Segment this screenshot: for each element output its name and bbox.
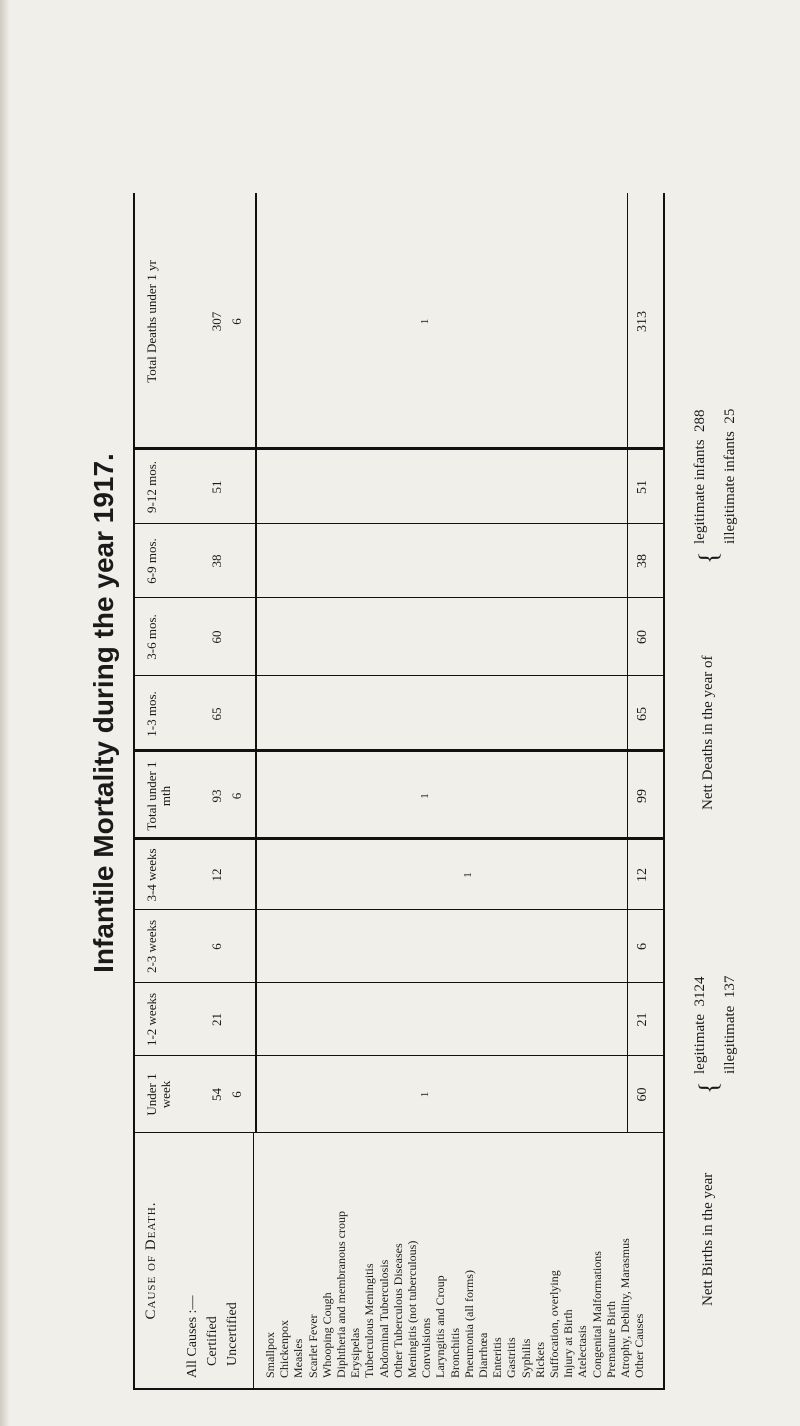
column-divider <box>135 749 663 752</box>
column-divider <box>135 1055 663 1056</box>
certified-value: 60 <box>209 630 224 644</box>
column-header-m36: 3-6 mos. <box>144 614 159 660</box>
cause-label: Diphtheria and membranous croup <box>334 1211 348 1378</box>
column-header-m13: 1-3 mos. <box>144 691 159 737</box>
cell-value: 1 <box>419 793 432 799</box>
births-illegitimate: illegitimate 137 <box>722 975 738 1074</box>
cause-label: Convulsions <box>419 1317 434 1378</box>
certified-label: Certified <box>205 1316 220 1366</box>
uncertified-value: 6 <box>229 1091 244 1098</box>
cause-of-death-header: Cause of Death. <box>143 1201 159 1320</box>
cause-label: Smallpox <box>263 1331 277 1378</box>
column-divider <box>135 523 663 524</box>
all-causes-label: All Causes :— <box>185 1295 200 1378</box>
births-label: Nett Births in the year <box>700 1172 716 1306</box>
deaths-legitimate: legitimate infants 288 <box>692 409 708 544</box>
cause-label: Scarlet Fever <box>305 1314 320 1378</box>
all-causes-divider <box>253 1133 254 1388</box>
births-footer <box>700 1173 717 1306</box>
cause-label: Atrophy, Debility, Marasmus <box>618 1238 632 1378</box>
uncertified-value: 6 <box>229 318 244 325</box>
column-header-u1m: Total under 1 mth <box>144 761 173 831</box>
column-divider <box>135 597 663 598</box>
uncertified-label: Uncertified <box>225 1302 240 1366</box>
cause-label: Tuberculous Meningitis <box>362 1263 377 1378</box>
cause-label: Suffocation, overlying <box>547 1270 561 1378</box>
column-divider <box>135 837 663 840</box>
column-header-total: Total Deaths under 1 yr <box>144 260 159 383</box>
column-divider <box>135 447 663 450</box>
certified-value: 54 <box>209 1088 224 1101</box>
deaths-brace: { <box>694 551 723 564</box>
header-divider <box>255 193 257 1133</box>
total-value: 38 <box>635 554 650 568</box>
cause-label: Abdominal Tuberculosis <box>376 1259 391 1378</box>
total-value: 6 <box>635 943 650 950</box>
certified-value: 93 <box>209 789 224 803</box>
column-header-u1w: Under 1 week <box>144 1073 173 1116</box>
cause-label: Measles <box>291 1338 306 1378</box>
column-divider <box>135 909 663 910</box>
cause-label: Pneumonia (all forms) <box>461 1270 476 1378</box>
certified-value: 307 <box>209 311 224 332</box>
cell-value: 1 <box>419 1091 432 1098</box>
total-value: 99 <box>635 789 650 803</box>
total-value: 60 <box>635 1087 650 1102</box>
column-header-w34: 3-4 weeks <box>144 848 159 902</box>
births-brace: { <box>694 1081 723 1094</box>
cause-label: Syphilis <box>518 1338 533 1378</box>
cell-value: 1 <box>461 872 474 878</box>
total-value: 51 <box>635 480 650 494</box>
cause-label: Injury at Birth <box>561 1309 576 1378</box>
totals-divider <box>627 193 628 1133</box>
certified-value: 51 <box>209 480 224 494</box>
cause-label: Atelectasis <box>575 1325 590 1378</box>
cause-label: Rickets <box>532 1342 547 1378</box>
cause-label: Bronchitis <box>447 1328 462 1378</box>
uncertified-value: 6 <box>229 792 244 800</box>
column-divider <box>135 1132 663 1133</box>
deaths-footer <box>700 655 717 810</box>
cause-label: Premature Birth <box>603 1301 618 1378</box>
cause-label: Whooping Cough <box>319 1292 334 1378</box>
certified-value: 6 <box>209 943 224 950</box>
cause-label: Diarrhœa <box>476 1332 490 1378</box>
cause-label: Other Causes <box>632 1313 647 1378</box>
certified-value: 21 <box>209 1013 224 1026</box>
total-value: 65 <box>635 707 650 721</box>
column-header-w23: 2-3 weeks <box>144 919 159 974</box>
column-header-m912: 9-12 mos. <box>144 461 159 513</box>
certified-value: 12 <box>209 868 224 882</box>
cause-label: Meningitis (not tuberculous) <box>405 1240 419 1378</box>
cause-label: Enteritis <box>490 1337 505 1378</box>
page-title: Infantile Mortality during the year 1917. <box>88 453 119 973</box>
total-value: 60 <box>635 630 650 644</box>
cause-label: Gastritis <box>504 1337 519 1378</box>
total-value: 313 <box>635 311 650 332</box>
deaths-illegitimate: illegitimate infants 25 <box>722 408 738 544</box>
births-legitimate: legitimate 3124 <box>692 976 708 1074</box>
cause-label: Other Tuberculous Diseases <box>390 1243 405 1378</box>
certified-value: 65 <box>209 707 224 721</box>
total-value: 12 <box>635 868 650 882</box>
column-header-w12: 1-2 weeks <box>144 992 159 1047</box>
cell-value: 1 <box>419 318 432 325</box>
cause-label: Erysipelas <box>348 1328 363 1378</box>
total-value: 21 <box>635 1012 650 1027</box>
cause-label: Laryngitis and Croup <box>433 1275 448 1378</box>
column-divider <box>135 982 663 983</box>
certified-value: 38 <box>209 554 224 568</box>
column-header-m69: 6-9 mos. <box>144 538 159 584</box>
cause-label: Chickenpox <box>277 1320 292 1378</box>
column-divider <box>135 675 663 676</box>
deaths-label: Nett Deaths in the year of <box>700 655 716 810</box>
cause-label: Congenital Malformations <box>589 1251 604 1378</box>
mortality-table <box>133 193 665 1390</box>
